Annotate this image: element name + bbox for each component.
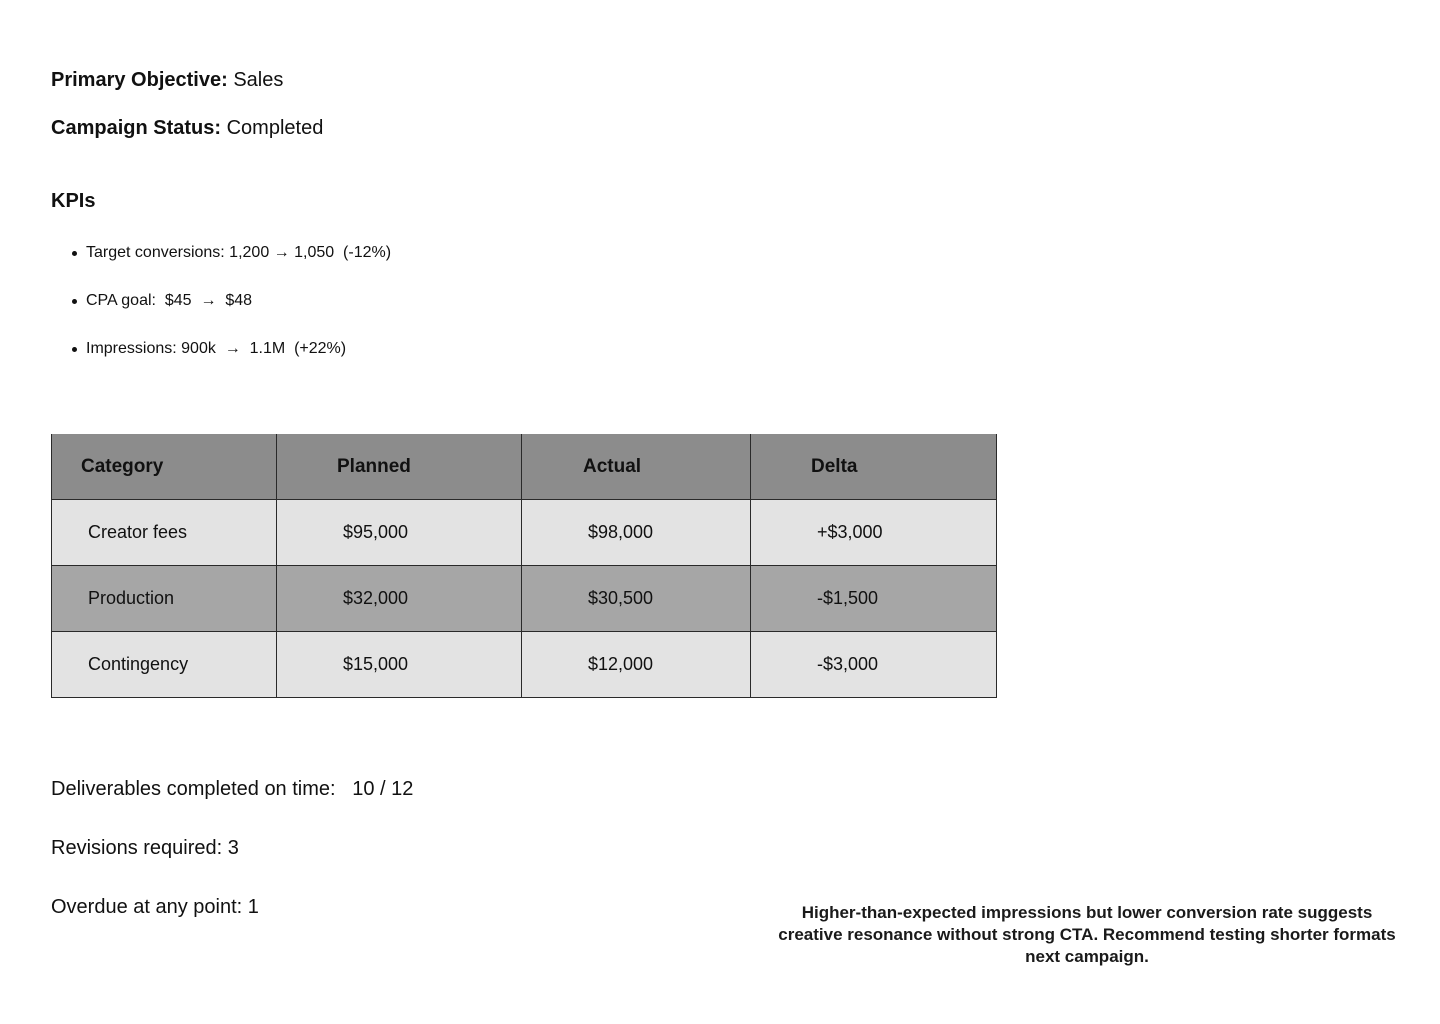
cell-actual: $30,500 bbox=[522, 566, 751, 632]
table-row bbox=[52, 632, 997, 698]
header-delta: Delta bbox=[751, 434, 997, 500]
overdue-count: Overdue at any point: 1 bbox=[51, 896, 259, 918]
cell-category: Contingency bbox=[52, 632, 277, 698]
cell-delta: -$3,000 bbox=[751, 632, 997, 698]
cell-delta: +$3,000 bbox=[751, 500, 997, 566]
header-planned: Planned bbox=[277, 434, 522, 500]
cell-planned: $95,000 bbox=[277, 500, 522, 566]
campaign-status-label: Campaign Status: bbox=[51, 117, 222, 139]
kpi-impressions: Impressions: 900k → 1.1M (+22%) bbox=[51, 337, 391, 361]
header-category: Category bbox=[52, 434, 277, 500]
primary-objective bbox=[51, 68, 283, 92]
table-row bbox=[52, 566, 997, 632]
kpi-list bbox=[51, 241, 391, 385]
campaign-status-value: Completed bbox=[226, 117, 324, 139]
summary-note: Higher-than-expected impressions but lower conversion rate suggests creative resonance without strong CTA. Recommend testing shorter formats next campaign. bbox=[778, 903, 1396, 966]
cell-actual: $98,000 bbox=[522, 500, 751, 566]
campaign-status bbox=[51, 116, 323, 140]
kpi-target-conversions: Target conversions: 1,200 → 1,050 (-12%) bbox=[51, 241, 391, 265]
primary-objective-value: Sales bbox=[233, 69, 284, 91]
cell-category: Creator fees bbox=[52, 500, 277, 566]
revisions-required: Revisions required: 3 bbox=[51, 837, 239, 859]
kpis-heading: KPIs bbox=[51, 190, 96, 212]
deliverables-on-time: Deliverables completed on time: 10 / 12 bbox=[51, 778, 414, 800]
primary-objective-label: Primary Objective: bbox=[51, 69, 228, 91]
header-actual: Actual bbox=[522, 434, 751, 500]
kpi-cpa-goal: CPA goal: $45 → $48 bbox=[51, 289, 391, 313]
cell-delta: -$1,500 bbox=[751, 566, 997, 632]
cell-actual: $12,000 bbox=[522, 632, 751, 698]
table-row bbox=[52, 500, 997, 566]
table-header-row bbox=[52, 434, 997, 500]
cell-category: Production bbox=[52, 566, 277, 632]
budget-table bbox=[51, 434, 997, 698]
cell-planned: $15,000 bbox=[277, 632, 522, 698]
cell-planned: $32,000 bbox=[277, 566, 522, 632]
